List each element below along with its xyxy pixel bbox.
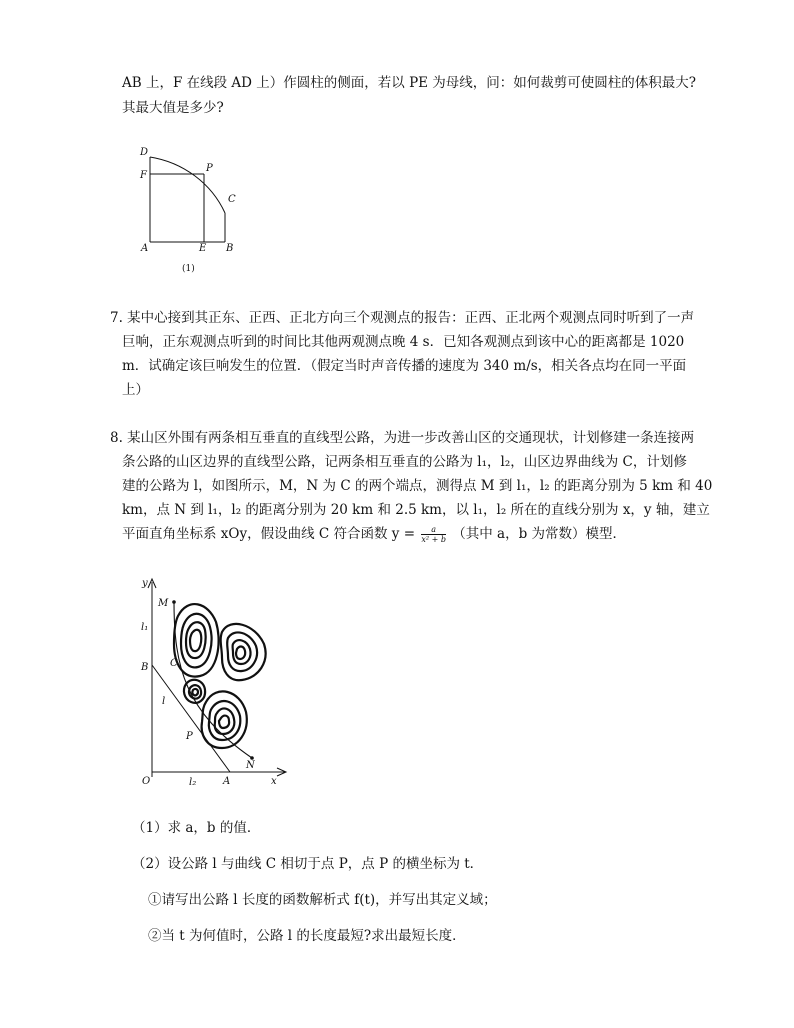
formula-fraction	[421, 525, 446, 544]
contour-group-3	[184, 680, 205, 703]
fig2-label-N: N	[246, 760, 255, 771]
problem8-sub1: （1）求 a，b 的值．	[132, 820, 261, 836]
problem8-line3: 建的公路为 l，如图所示，M，N 为 C 的两个端点，测得点 M 到 l₁，l₂ 的距离分别为 5 km 和 40	[122, 478, 713, 494]
figure-1	[130, 138, 250, 278]
problem8-line5	[122, 525, 626, 544]
fig1-label-P: P	[206, 163, 213, 174]
problem7-line4: 上）	[122, 382, 149, 398]
problem8-line4: km，点 N 到 l₁，l₂ 的距离分别为 20 km 和 2.5 km，以 l₁，l₂ 所在的直线分别为 x，y 轴，建立	[122, 502, 710, 518]
problem8-sub2-1: ①请写出公路 l 长度的函数解析式 f(t)，并写出其定义域；	[148, 892, 497, 908]
problem8-line2: 条公路的山区边界的直线型公路，记两条相互垂直的公路为 l₁，l₂，山区边界曲线为 C，计划修	[122, 454, 687, 470]
fig1-arc-DC	[150, 157, 225, 213]
problem8-line1: 8. 某山区外围有两条相互垂直的直线型公路，为进一步改善山区的交通现状，计划修建一条连接两	[110, 430, 695, 446]
fig1-label-C: C	[228, 194, 236, 205]
problem7-line3: m．试确定该巨响发生的位置．（假定当时声音传播的速度为 340 m/s，相关各点均在同一平面	[122, 358, 687, 374]
problem7-line2: 巨响，正东观测点听到的时间比其他两观测点晚 4 s．已知各观测点到该中心的距离都是 1020	[122, 334, 685, 350]
fraction-numerator: a	[421, 525, 446, 535]
fig2-label-y: y	[142, 578, 148, 589]
problem6-line1: AB 上，F 在线段 AD 上）作圆柱的侧面，若以 PE 为母线，问：如何裁剪可使圆柱的体积最大?	[122, 75, 697, 91]
fig2-label-B: B	[141, 662, 149, 673]
fig2-label-l: l	[162, 696, 166, 707]
problem8-sub2: （2）设公路 l 与曲线 C 相切于点 P，点 P 的横坐标为 t．	[132, 856, 484, 872]
point-M	[172, 600, 176, 604]
fig1-label-F: F	[140, 170, 147, 181]
fraction-denominator: x² + b	[421, 535, 446, 544]
fig1-caption: (1)	[182, 264, 195, 274]
fig2-label-M: M	[158, 598, 169, 609]
fig2-label-l1: l₁	[141, 622, 149, 633]
fig2-label-C: C	[170, 658, 178, 669]
figure-2	[130, 572, 295, 792]
fig1-label-B: B	[226, 243, 234, 254]
fig1-label-A: A	[141, 243, 149, 254]
problem8-line5-pre: 平面直角坐标系 xOy，假设曲线 C 符合函数 y =	[122, 526, 416, 542]
fig1-label-D: D	[140, 147, 149, 158]
fig2-label-O: O	[142, 776, 151, 787]
fig2-label-P: P	[186, 731, 193, 742]
problem8-sub2-2: ②当 t 为何值时，公路 l 的长度最短?求出最短长度．	[148, 928, 466, 944]
fig1-label-E: E	[199, 243, 207, 254]
contour-group-4	[202, 691, 247, 748]
contour-group-2	[221, 624, 266, 680]
problem8-line5-post: （其中 a，b 为常数）模型．	[452, 526, 627, 542]
fig2-label-l2: l₂	[189, 777, 197, 788]
problem6-line2: 其最大值是多少?	[122, 100, 224, 116]
problem7-line1: 7. 某中心接到其正东、正西、正北方向三个观测点的报告：正西、正北两个观测点同时听到了一声	[110, 310, 695, 326]
fig2-label-x: x	[271, 776, 277, 787]
fig2-label-A: A	[223, 776, 231, 787]
